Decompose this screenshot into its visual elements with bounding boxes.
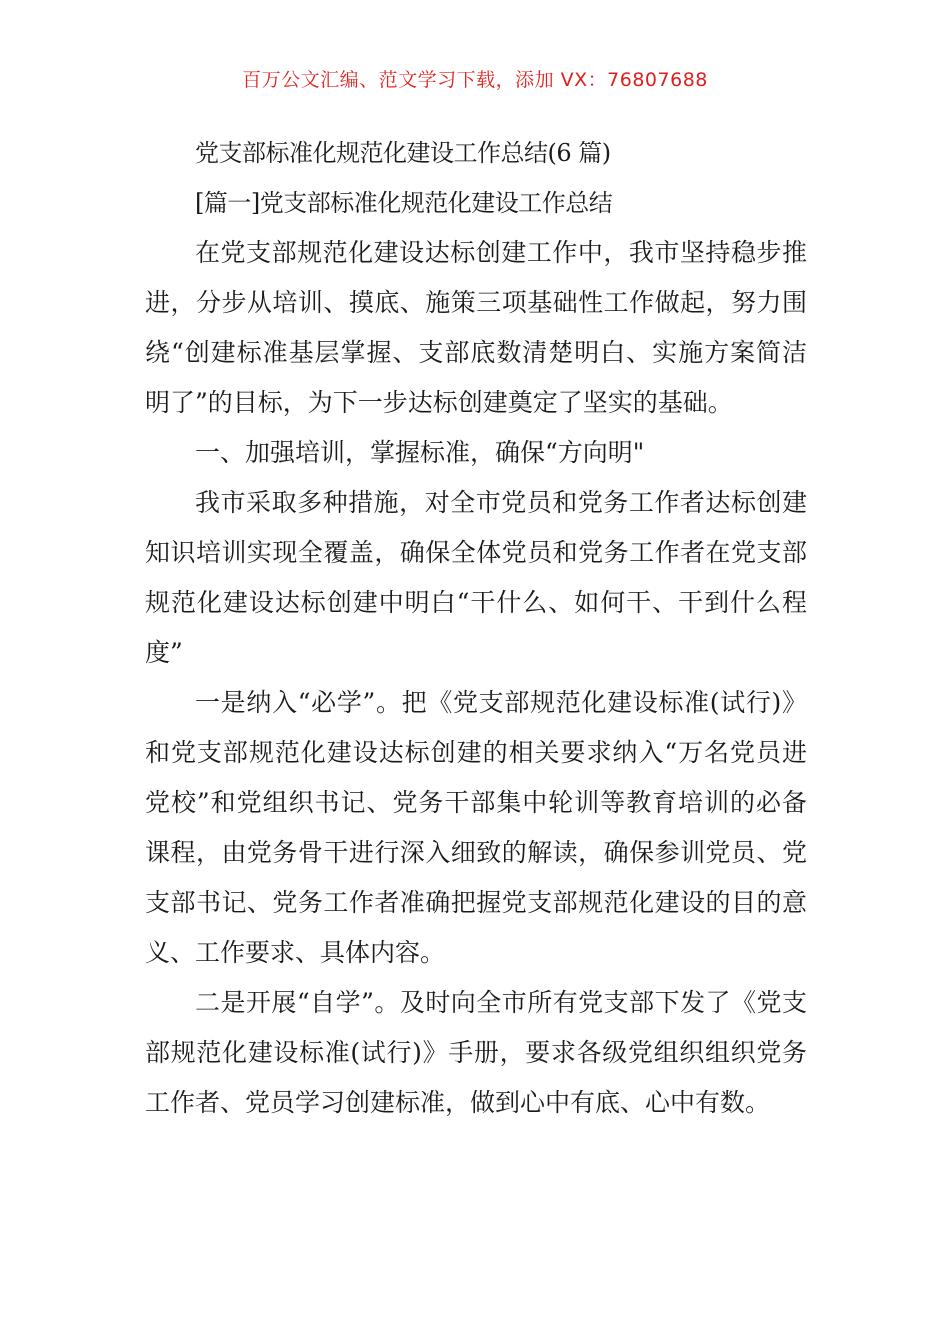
paragraph: 我市采取多种措施，对全市党员和党务工作者达标创建知识培训实现全覆盖，确保全体党员和党务工作者在党支部规范化建设达标创建中明白“干什么、如何干、干到什么程度” [145, 488, 807, 667]
document-title: 党支部标准化规范化建设工作总结(6 篇) [195, 139, 611, 167]
document-subtitle: [篇一]党支部标准化规范化建设工作总结 [195, 189, 613, 217]
document-body [145, 128, 807, 1128]
paragraph: 一是纳入“必学”。把《党支部规范化建设标准(试行)》和党支部规范化建设达标创建的相关要求纳入“万名党员进党校”和党组织书记、党务干部集中轮训等教育培训的必备课程，由党务骨干进行深入细致的解读，确保参训党员、党支部书记、党务工作者准确把握党支部规范化建设的目的意义、工作要求、具体内容。 [145, 688, 807, 967]
paragraph: 二是开展“自学”。及时向全市所有党支部下发了《党支部规范化建设标准(试行)》手册，要求各级党组织组织党务工作者、党员学习创建标准，做到心中有底、心中有数。 [145, 988, 807, 1117]
paragraph-intro: 在党支部规范化建设达标创建工作中，我市坚持稳步推进，分步从培训、摸底、施策三项基础性工作做起，努力围绕“创建标准基层掌握、支部底数清楚明白、实施方案简洁明了”的目标，为下一步达标创建奠定了坚实的基础。 [145, 238, 807, 417]
promo-banner: 百万公文汇编、范文学习下载，添加 VX：76807688 [242, 69, 708, 91]
section-heading: 一、加强培训，掌握标准，确保“方向明" [195, 438, 645, 467]
